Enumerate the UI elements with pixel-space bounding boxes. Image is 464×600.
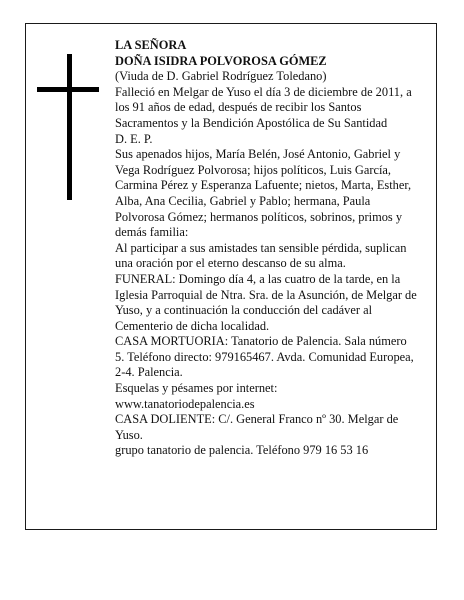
death-paragraph: Falleció en Melgar de Yuso el día 3 de diciembre de 2011, a los 91 años de edad, después de recibir los Santos Sacramentos y la Bendición Apostólica de Su Santidad xyxy=(115,84,412,130)
widow-of-line: (Viuda de D. Gabriel Rodríguez Toledano) xyxy=(115,69,327,84)
cross-vertical-bar xyxy=(67,54,72,200)
cross-horizontal-bar xyxy=(37,87,99,92)
cross-icon xyxy=(37,54,99,200)
family-paragraph: Sus apenados hijos, María Belén, José Antonio, Gabriel y Vega Rodríguez Polvorosa; hijos políticos, Luis García, Carmina Pérez y Esperanza Lafuente; nietos, Marta, Esther, Alba, Ana Cecilia, Gabriel y Pablo; hermana, Paula Polvorosa Gómez; hermanos políticos, sobrinos, primos y demás familia: xyxy=(115,147,412,240)
casa-mortuoria-paragraph: CASA MORTUORIA: Tanatorio de Palencia. Sala número 5. Teléfono directo: 979165467. Avda. Comunidad Europea, 2-4. Palencia. xyxy=(115,334,414,380)
rip-line: D. E. P. xyxy=(115,131,153,146)
esquelas-paragraph: Esquelas y pésames por internet: www.tanatoriodepalencia.es xyxy=(115,381,278,411)
obituary-text xyxy=(115,38,419,459)
title-line: LA SEÑORA xyxy=(115,38,187,52)
casa-doliente-paragraph: CASA DOLIENTE: C/. General Franco nº 30. Melgar de Yuso. xyxy=(115,412,399,442)
deceased-name: DOÑA ISIDRA POLVOROSA GÓMEZ xyxy=(115,53,327,68)
footer-line: grupo tanatorio de palencia. Teléfono 979 16 53 16 xyxy=(115,443,369,458)
request-paragraph: Al participar a sus amistades tan sensible pérdida, suplican una oración por el eterno descanso de su alma. xyxy=(115,240,407,271)
funeral-paragraph: FUNERAL: Domingo día 4, a las cuatro de la tarde, en la Iglesia Parroquial de Ntra. Sra. de la Asunción, de Melgar de Yuso, y a continuación la conducción del cadáver al Cementerio de dicha localidad. xyxy=(115,271,417,333)
